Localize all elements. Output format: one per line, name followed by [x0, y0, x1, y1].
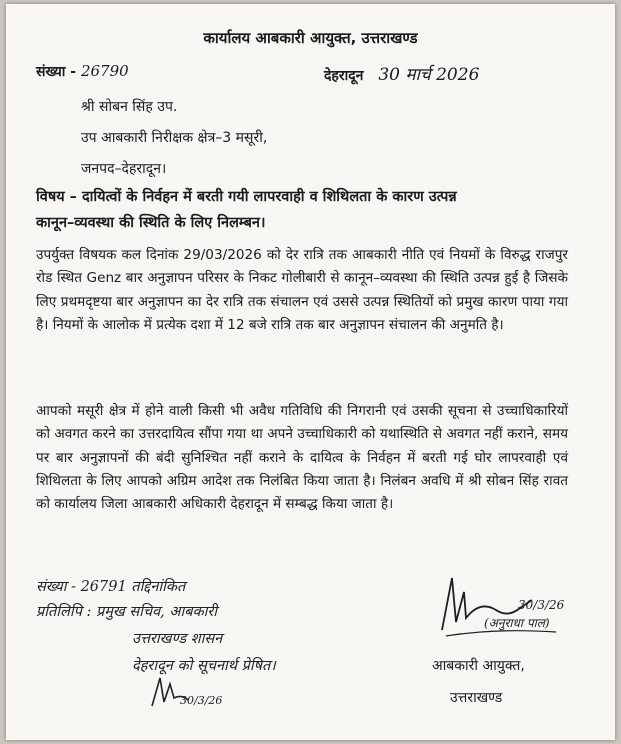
place: देहरादून	[324, 68, 364, 84]
body-paragraph-2: आपको मसूरी क्षेत्र में होने वाली किसी भी अवैध गतिविधि की निगरानी एवं उसकी सूचना से उच्चाधिकारियों को अवगत करने का उत्तरदायित्व सौंपा गया था अपने उच्चाधिकारी को यथास्थिति से अवगत नहीं कराने, समय पर बार अनुज्ञापनों की बंदी सुनिश्चित नहीं कराने के दायित्व के निर्वहन में बरती गई घोर लापरवाही एवं शिथिलता के लिए आपको अग्रिम आदेश तक निलंबित किया जाता है। निलंबन अवधि में श्री सोबन सिंह रावत को कार्यालय जिला आबकारी अधिकारी देहरादून में सम्बद्ध किया जाता है।	[36, 403, 568, 513]
addressee-line-2: उप आबकारी निरीक्षक क्षेत्र–3 मसूरी,	[81, 130, 268, 146]
date: 30 मार्च 2026	[378, 65, 480, 85]
signatory-state: उत्तराखण्ड	[450, 690, 503, 706]
copy-note-info: देहरादून को सूचनार्थ प्रेषित।	[132, 658, 276, 674]
signatory-designation: आबकारी आयुक्त,	[432, 658, 525, 674]
signature-date: 30/3/26	[518, 598, 565, 612]
letter-page	[6, 4, 615, 740]
signatory-name: (अनुराधा पाल)	[484, 616, 550, 630]
place-date	[324, 62, 479, 85]
reference-label: संख्या -	[36, 64, 77, 80]
subject-line-2: कानून–व्यवस्था की स्थिति के लिए निलम्बन।	[36, 215, 266, 231]
subject	[36, 184, 576, 236]
office-header: कार्यालय आबकारी आयुक्त, उत्तराखण्ड	[203, 29, 418, 47]
copy-note-ref: संख्या - 26791 तद्दिनांकित	[36, 579, 186, 595]
reference-value: 26790	[80, 62, 129, 80]
initial-date: 30/3/26	[180, 694, 223, 707]
copy-note-to: प्रतिलिपि : प्रमुख सचिव, आबकारी	[36, 604, 218, 620]
addressee-line-3: जनपद–देहरादून।	[81, 161, 167, 177]
subject-line-1: विषय – दायित्वों के निर्वहन में बरती गयी लापरवाही व शिथिलता के कारण उत्पन्न	[36, 189, 457, 205]
reference-number	[36, 62, 129, 81]
copy-note-office: उत्तराखण्ड शासन	[132, 631, 223, 647]
body-paragraph-1: उपर्युक्त विषयक कल दिनांक 29/03/2026 को देर रात्रि तक आबकारी नीति एवं नियमों के विरुद्ध राजपुर रोड स्थित Genz बार अनुज्ञापन परिसर के निकट गोलीबारी से कानून–व्यवस्था की स्थिति उत्पन्न हुई है जिसके लिए प्रथमदृष्टया बार अनुज्ञापन का देर रात्रि तक संचालन एवं उससे उत्पन्न स्थितियों को प्रमुख कारण पाया गया है। नियमों के आलोक में प्रत्येक दशा में 12 बजे रात्रि तक बार अनुज्ञापन संचालन की अनुमति है।	[36, 247, 568, 333]
addressee-line-1: श्री सोबन सिंह उप.	[81, 99, 178, 115]
